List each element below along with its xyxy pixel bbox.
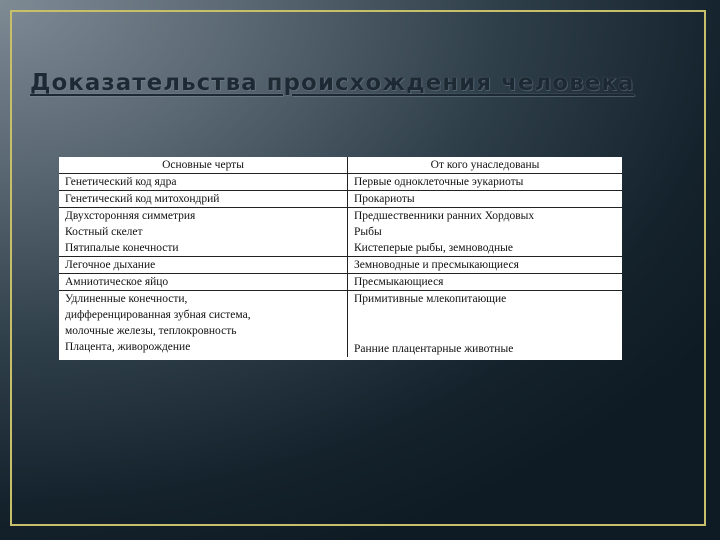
feature-cell: Легочное дыхание (59, 257, 348, 274)
table-row (59, 274, 622, 291)
header-features: Основные черты (59, 157, 348, 174)
origin-cell: Пресмыкающиеся (348, 274, 623, 291)
origin-cell: Первые одноклеточные эукариоты (348, 174, 623, 191)
feature-cell: Генетический код ядра (59, 174, 348, 191)
table-row (59, 208, 622, 257)
table-row (59, 174, 622, 191)
table-row (59, 291, 622, 358)
feature-cell: Двухсторонняя симметрия Костный скелет Пятипалые конечности (59, 208, 348, 257)
header-origin: От кого унаследованы (348, 157, 623, 174)
origin-cell: Земноводные и пресмыкающиеся (348, 257, 623, 274)
comparison-table-image (59, 157, 622, 360)
feature-cell: Удлиненные конечности, дифференцированная зубная система, молочные железы, теплокровность Плацента, живорождение (59, 291, 348, 358)
slide-title: Доказательства происхождения человека (30, 70, 635, 96)
table-row (59, 257, 622, 274)
comparison-table (59, 157, 622, 357)
table-header-row (59, 157, 622, 174)
origin-cell: Примитивные млекопитающие Ранние плацентарные животные (354, 293, 514, 355)
feature-cell: Амниотическое яйцо (59, 274, 348, 291)
table-row (59, 191, 622, 208)
feature-cell: Генетический код митохондрий (59, 191, 348, 208)
origin-cell: Прокариоты (348, 191, 623, 208)
origin-cell: Предшественники ранних Хордовых Рыбы Кистеперые рыбы, земноводные (348, 208, 623, 257)
